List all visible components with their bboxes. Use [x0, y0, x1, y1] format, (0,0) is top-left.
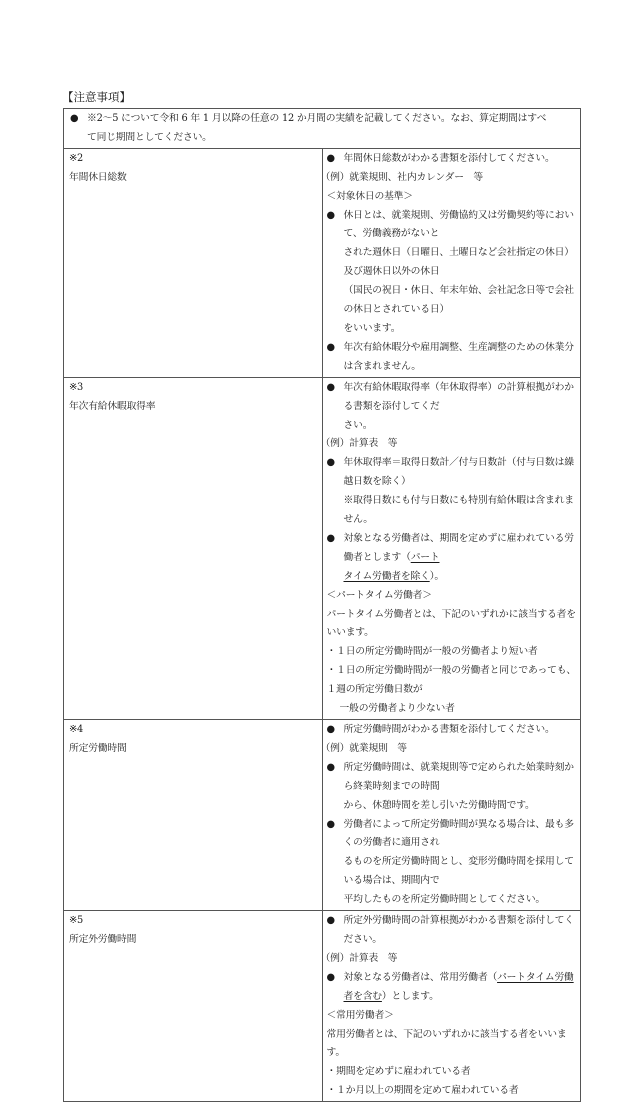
- item-label: 所定労働時間: [69, 742, 127, 754]
- line-text: ・１日の所定労働時間が一般の労働者と同じであっても、１週の所定労働日数が: [326, 665, 576, 696]
- text-line: [325, 969, 579, 1007]
- text-line: [325, 339, 579, 377]
- line-text: ・１か月以上の期間を定めて雇われている者: [326, 1085, 519, 1097]
- item-label-cell: [64, 148, 323, 377]
- text-line: [321, 435, 579, 454]
- text-line: [321, 169, 579, 188]
- line-text: 年休取得率＝取得日数計／付与日数計（付与日数は繰越日数を除く）: [343, 457, 574, 488]
- line-text: ※2～5 について令和 6 年 1 月以降の任意の 12 か月間の実績を記載してください。なお、算定期間はすべ: [87, 113, 547, 124]
- line-text: 休日とは、就業規則、労働協約又は労働契約等において、労働義務がないと: [343, 209, 574, 240]
- bullet-icon: ●: [326, 761, 335, 773]
- line-text: 労働者によって所定労働時間が異なる場合は、最も多くの労働者に適用され: [343, 818, 574, 849]
- line-text: 平均したものを所定労働時間としてください。: [343, 894, 546, 906]
- text-line: [68, 129, 576, 148]
- text-line: [325, 417, 579, 436]
- text-line: [321, 740, 579, 759]
- line-text: （例）就業規則、社内カレンダー 等: [320, 171, 484, 183]
- text-line: [325, 643, 579, 662]
- bullet-icon: ●: [70, 113, 79, 124]
- text-line: [325, 188, 579, 207]
- line-text: （国民の祝日・休日、年末年始、会社記念日等で会社の休日とされている日）: [343, 285, 574, 316]
- line-text: さい。: [343, 419, 373, 431]
- item-description-cell: [322, 148, 581, 377]
- bullet-icon: ●: [326, 152, 335, 164]
- line-text: ＜対象休日の基準＞: [326, 190, 413, 202]
- table-row: [64, 911, 581, 1102]
- general-note-row: [64, 109, 581, 149]
- notes-table: [63, 108, 581, 1102]
- bullet-icon: ●: [326, 532, 335, 544]
- line-text: 対象となる労働者は、常用労働者（: [343, 971, 498, 983]
- item-label: 所定外労働時間: [69, 933, 137, 945]
- bullet-icon: ●: [326, 381, 335, 393]
- text-line: [325, 853, 579, 891]
- text-line: [325, 816, 579, 854]
- section-title: 【注意事項】: [62, 90, 131, 104]
- item-number: ※5: [69, 915, 84, 927]
- bullet-icon: ●: [326, 915, 335, 927]
- line-text: 一般の労働者より少ない者: [339, 703, 455, 715]
- bullet-icon: ●: [326, 971, 335, 983]
- line-text: 所定労働時間は、就業規則等で定められた始業時刻から終業時刻までの時間: [343, 761, 574, 792]
- item-number: ※4: [69, 724, 84, 735]
- text-line: [325, 150, 579, 169]
- item-label-cell: [64, 911, 323, 1102]
- line-text-after: ）とします。: [381, 990, 439, 1002]
- line-text: 年間休日総数がわかる書類を添付してください。: [343, 152, 555, 164]
- line-text: 常用労働者とは、下記のいずれかに該当する者をいいます。: [326, 1028, 567, 1059]
- line-text: 所定労働時間がわかる書類を添付してください。: [343, 724, 555, 735]
- line-text-after: ）。: [429, 570, 444, 582]
- text-line: [325, 662, 579, 700]
- item-label: 年間休日総数: [69, 171, 127, 183]
- line-text: パートタイム労働者とは、下記のいずれかに該当する者をいいます。: [326, 608, 576, 639]
- text-line: [325, 454, 579, 492]
- bullet-icon: ●: [326, 724, 335, 735]
- text-line: [325, 1082, 579, 1101]
- line-text: （例）計算表 等: [320, 438, 398, 450]
- line-text: 所定外労働時間の計算根拠がわかる書類を添付してください。: [343, 915, 574, 945]
- line-text: ※取得日数にも付与日数にも特別有給休暇は含まれません。: [343, 495, 574, 526]
- line-text: ＜常用労働者＞: [326, 1009, 394, 1021]
- line-text: ＜パートタイム労働者＞: [326, 589, 432, 601]
- item-description-cell: [322, 911, 581, 1102]
- item-description-cell: [322, 377, 581, 719]
- bullet-icon: ●: [326, 209, 335, 221]
- text-line: [68, 110, 576, 129]
- line-text: るものを所定労働時間とし、変形労働時間を採用している場合は、期間内で: [343, 856, 574, 887]
- text-line: [325, 492, 579, 530]
- text-line: [325, 568, 579, 587]
- item-number: ※3: [69, 381, 84, 393]
- bullet-icon: ●: [326, 457, 335, 469]
- bullet-icon: ●: [326, 818, 335, 830]
- text-line: [325, 1007, 579, 1026]
- text-line: [325, 379, 579, 417]
- line-text: から、休憩時間を差し引いた労働時間です。: [343, 799, 535, 811]
- line-text: 年次有給休暇分や雇用調整、生産調整のための休業分は含まれません。: [343, 341, 574, 372]
- item-label-cell: [64, 720, 323, 911]
- text-line: [321, 950, 579, 969]
- line-text: 対象となる労働者は、期間を定めずに雇われている労働者とします（: [343, 532, 574, 563]
- table-row: [64, 148, 581, 377]
- text-line: [325, 1026, 579, 1064]
- text-line: [325, 320, 579, 339]
- line-text: ・期間を定めずに雇われている者: [326, 1066, 471, 1078]
- underlined-text: パートタイム労働者を含む: [343, 971, 574, 1002]
- text-line: [325, 797, 579, 816]
- item-description-cell: [322, 720, 581, 911]
- text-line: [325, 606, 579, 644]
- text-line: [325, 759, 579, 797]
- line-text: （例）就業規則 等: [320, 742, 407, 754]
- text-line: [325, 721, 579, 740]
- table-row: [64, 720, 581, 911]
- general-note-cell: [64, 109, 581, 149]
- item-label-cell: [64, 377, 323, 719]
- line-text: をいいます。: [343, 322, 401, 334]
- underlined-text: パート: [410, 551, 440, 563]
- text-line: [325, 244, 579, 282]
- underlined-text: タイム労働者を除く: [343, 570, 430, 582]
- text-line: [325, 700, 579, 719]
- table-row: [64, 377, 581, 719]
- line-text: て同じ期間としてください。: [87, 131, 212, 143]
- text-line: [325, 891, 579, 910]
- text-line: [325, 207, 579, 245]
- text-line: [325, 912, 579, 950]
- line-text: された週休日（日曜日、土曜日など会社指定の休日）及び週休日以外の休日: [343, 247, 574, 278]
- item-number: ※2: [69, 152, 84, 164]
- text-line: [325, 282, 579, 320]
- bullet-icon: ●: [326, 341, 335, 353]
- item-label: 年次有給休暇取得率: [69, 400, 156, 412]
- text-line: [325, 530, 579, 568]
- text-line: [325, 587, 579, 606]
- line-text: 年次有給休暇取得率（年休取得率）の計算根拠がわかる書類を添付してくだ: [343, 381, 574, 412]
- text-line: [325, 1063, 579, 1082]
- line-text: （例）計算表 等: [320, 952, 398, 964]
- line-text: ・１日の所定労働時間が一般の労働者より短い者: [326, 646, 538, 658]
